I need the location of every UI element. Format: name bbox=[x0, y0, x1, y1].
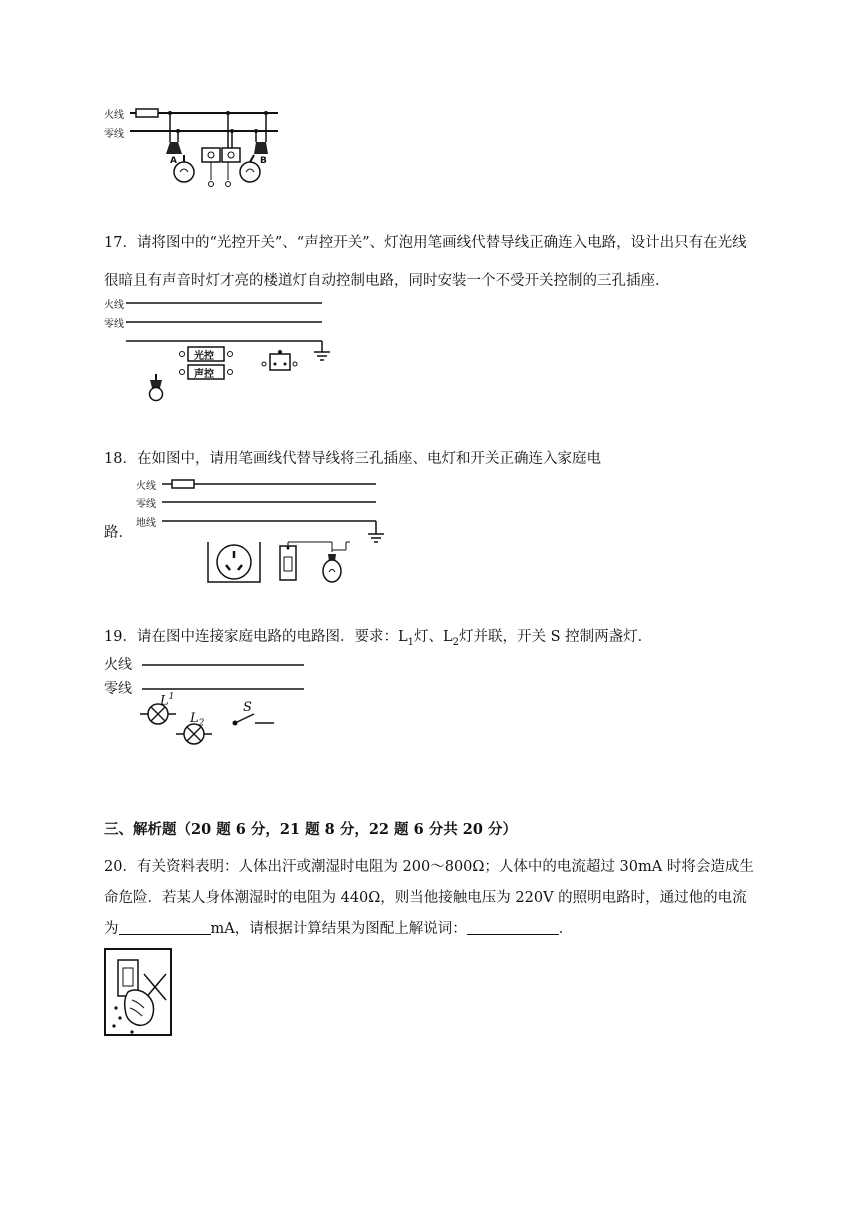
l1-sub: 1 bbox=[168, 692, 175, 702]
q19-pre: 19．请在图中连接家庭电路的电路图．要求：L bbox=[104, 629, 408, 645]
light-switch-label: 光控 bbox=[194, 351, 214, 362]
q17-line2: 很暗且有声音时灯才亮的楼道灯自动控制电路，同时安装一个不受开关控制的三孔插座． bbox=[104, 273, 670, 289]
section-3-heading: 三、解析题（20 题 6 分，21 题 8 分，22 题 6 分共 20 分） bbox=[104, 821, 518, 838]
q20-line3-a: 为 bbox=[104, 921, 119, 937]
l1-label bbox=[160, 692, 174, 708]
lamp-b-label: B bbox=[260, 156, 267, 166]
q19-mid: 灯、L bbox=[413, 629, 453, 645]
l2-sub: 2 bbox=[198, 718, 205, 729]
q20-line2: 命危险．若某人身体潮湿时的电阻为 440Ω，则当他接触电压为 220V 的照明电路时，通过他的电流 bbox=[104, 890, 747, 906]
q19-post: 灯并联，开关 S 控制两盏灯． bbox=[458, 629, 653, 645]
figure-16-diagram bbox=[104, 100, 284, 192]
zero-line-label: 零线 bbox=[104, 681, 132, 697]
figure-18 bbox=[132, 474, 392, 586]
figure-18-diagram bbox=[132, 474, 392, 586]
fire-line-label: 火线 bbox=[104, 657, 132, 673]
figure-19 bbox=[104, 652, 309, 748]
wet-hand-socket-icon bbox=[104, 948, 172, 1036]
figure-16 bbox=[104, 100, 284, 192]
zero-line-label: 零线 bbox=[104, 319, 124, 330]
ground-line-label: 地线 bbox=[136, 518, 156, 529]
l2-label bbox=[190, 711, 204, 729]
figure-19-diagram bbox=[104, 652, 309, 748]
wet-hand-socket-warning-image bbox=[104, 948, 172, 1036]
q20-line1: 20．有关资料表明：人体出汗或潮湿时电阻为 200～800Ω；人体中的电流超过 30mA 时将会造成生 bbox=[104, 859, 754, 875]
figure-17-diagram bbox=[104, 296, 334, 406]
sound-switch-label: 声控 bbox=[194, 369, 214, 380]
q19-sub2: 2 bbox=[452, 636, 459, 648]
fire-line-label: 火线 bbox=[104, 110, 124, 121]
q17-line1: 17．请将图中的“光控开关”、“声控开关”、灯泡用笔画线代替导线正确连入电路，设计出只有在光线 bbox=[104, 235, 747, 251]
lamp-a-label: A bbox=[170, 156, 177, 166]
q18-line1: 18．在如图中，请用笔画线代替导线将三孔插座、电灯和开关正确连入家庭电 bbox=[104, 451, 601, 467]
q20-line3 bbox=[104, 920, 573, 938]
q20-line3-b: mA，请根据计算结果为图配上解说词： bbox=[210, 921, 467, 937]
q19-text bbox=[104, 628, 652, 652]
q18-line2: 路． bbox=[104, 525, 133, 541]
l2-letter: L bbox=[190, 711, 199, 726]
answer-blank-caption[interactable] bbox=[467, 920, 559, 935]
fire-line-label: 火线 bbox=[104, 300, 124, 311]
zero-line-label: 零线 bbox=[136, 499, 156, 510]
fire-line-label: 火线 bbox=[136, 481, 156, 492]
l1-letter: L bbox=[160, 693, 169, 709]
switch-s-label: S bbox=[243, 700, 252, 715]
q20-line3-c: ． bbox=[558, 921, 574, 937]
answer-blank-current[interactable] bbox=[119, 920, 211, 935]
q19-sub1: 1 bbox=[407, 636, 414, 648]
figure-17 bbox=[104, 296, 334, 406]
zero-line-label: 零线 bbox=[104, 129, 124, 140]
